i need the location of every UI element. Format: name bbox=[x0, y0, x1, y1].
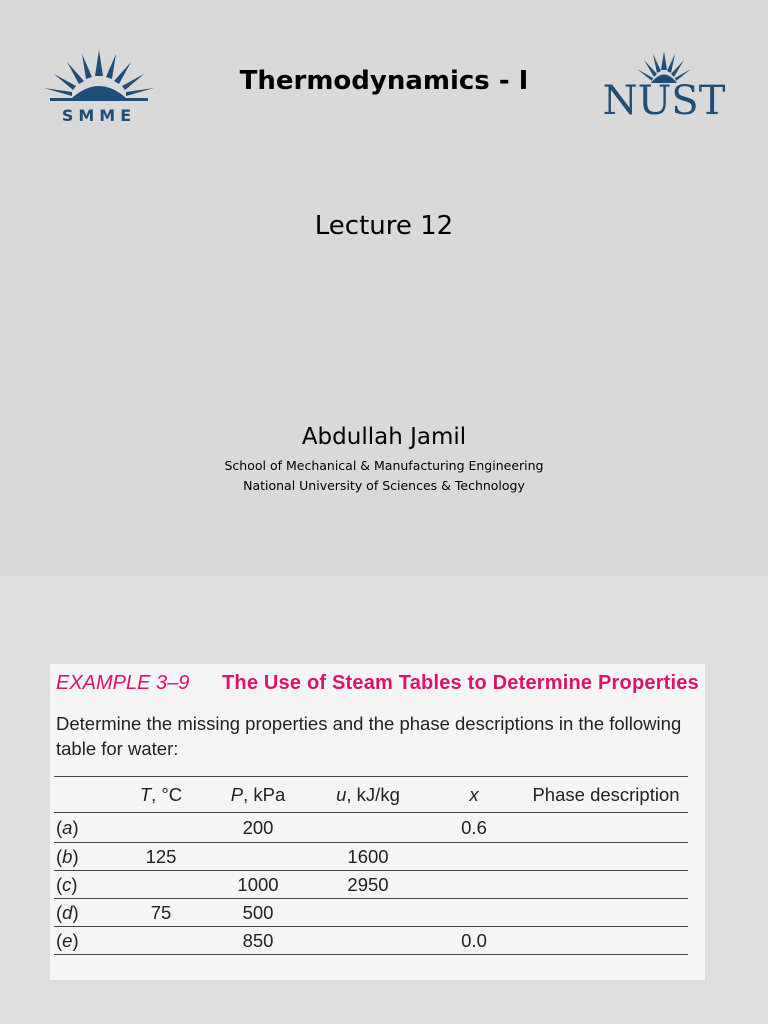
table-row bbox=[54, 813, 688, 843]
cell-quality bbox=[424, 843, 524, 871]
cell-internal-energy bbox=[312, 813, 424, 843]
header-pressure: P, kPa bbox=[204, 777, 312, 813]
cell-phase bbox=[524, 813, 688, 843]
cell-phase bbox=[524, 871, 688, 899]
header-temperature: T, °C bbox=[118, 777, 204, 813]
row-label: (d) bbox=[54, 899, 118, 927]
cell-pressure: 850 bbox=[204, 927, 312, 955]
author-name: Abdullah Jamil bbox=[301, 424, 467, 450]
row-label: (b) bbox=[54, 843, 118, 871]
example-number: EXAMPLE 3–9 bbox=[56, 672, 190, 694]
cell-temperature: 125 bbox=[118, 843, 204, 871]
example-heading bbox=[56, 672, 701, 698]
table-row bbox=[54, 899, 688, 927]
cell-temperature bbox=[118, 813, 204, 843]
problem-statement: Determine the missing properties and the phase descriptions in the following table for water: bbox=[56, 713, 682, 759]
header-phase-description: Phase description bbox=[524, 777, 688, 813]
affiliation-university: National University of Sciences & Technology bbox=[243, 478, 525, 493]
cell-quality: 0.0 bbox=[424, 927, 524, 955]
row-label: (a) bbox=[54, 813, 118, 843]
cell-temperature bbox=[118, 927, 204, 955]
table-row bbox=[54, 927, 688, 955]
example-box bbox=[50, 664, 705, 980]
table-row bbox=[54, 871, 688, 899]
cell-phase bbox=[524, 899, 688, 927]
affiliation-school: School of Mechanical & Manufacturing Engineering bbox=[224, 458, 544, 473]
properties-table bbox=[54, 776, 688, 955]
row-label: (e) bbox=[54, 927, 118, 955]
header-quality: x bbox=[424, 777, 524, 813]
header-internal-energy: u, kJ/kg bbox=[312, 777, 424, 813]
cell-pressure bbox=[204, 843, 312, 871]
example-slide bbox=[0, 576, 768, 1024]
cell-quality: 0.6 bbox=[424, 813, 524, 843]
cell-temperature bbox=[118, 871, 204, 899]
table-row bbox=[54, 843, 688, 871]
cell-temperature: 75 bbox=[118, 899, 204, 927]
nust-logo-text: NUST bbox=[602, 78, 726, 124]
cell-phase bbox=[524, 927, 688, 955]
cell-internal-energy: 1600 bbox=[312, 843, 424, 871]
cell-internal-energy bbox=[312, 899, 424, 927]
nust-logo bbox=[598, 50, 730, 122]
cell-internal-energy: 2950 bbox=[312, 871, 424, 899]
cell-pressure: 500 bbox=[204, 899, 312, 927]
cell-quality bbox=[424, 871, 524, 899]
cell-pressure: 1000 bbox=[204, 871, 312, 899]
lecture-number: Lecture 12 bbox=[314, 211, 454, 241]
smme-logo-text: SMME bbox=[61, 106, 137, 125]
header-label bbox=[54, 777, 118, 813]
table-header-row bbox=[54, 777, 688, 813]
cell-internal-energy bbox=[312, 927, 424, 955]
cell-pressure: 200 bbox=[204, 813, 312, 843]
cell-phase bbox=[524, 843, 688, 871]
slide-title: Thermodynamics - I bbox=[239, 66, 529, 96]
cell-quality bbox=[424, 899, 524, 927]
row-label: (c) bbox=[54, 871, 118, 899]
example-title: The Use of Steam Tables to Determine Properties bbox=[222, 672, 699, 694]
